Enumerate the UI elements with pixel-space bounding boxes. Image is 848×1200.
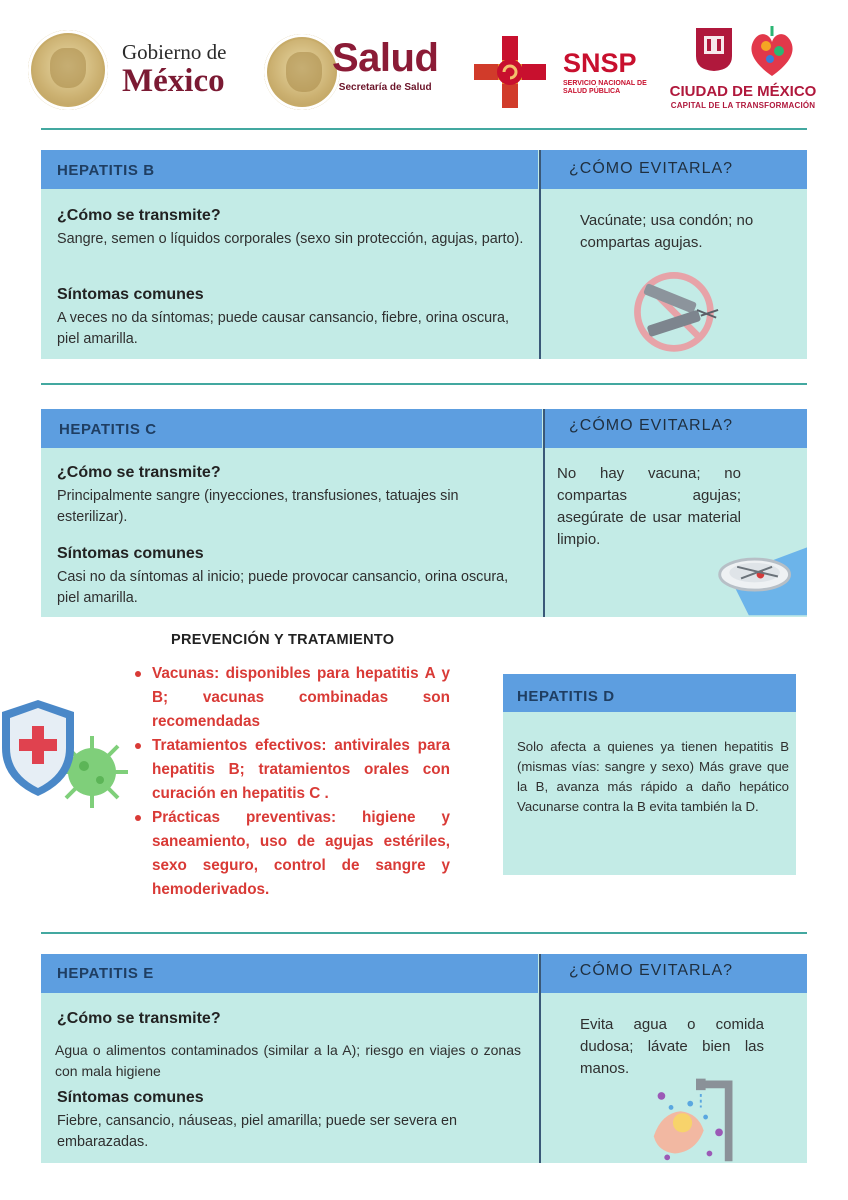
hep-b-prevent-title: ¿CÓMO EVITARLA? — [569, 160, 734, 177]
bullet-icon — [135, 671, 141, 677]
gobierno-line2: México — [122, 63, 225, 99]
no-needles-icon — [624, 264, 720, 354]
hep-e-symptoms-text: Fiebre, cansancio, náuseas, piel amarilla; puede ser severa en embarazadas. — [57, 1113, 457, 1150]
hep-e-symptoms-heading: Síntomas comunes — [57, 1089, 204, 1106]
hep-c-title: HEPATITIS C — [59, 421, 157, 438]
hep-e-title: HEPATITIS E — [57, 965, 154, 982]
hep-c-transmit-text: Principalmente sangre (inyecciones, transfusiones, tatuajes sin esterilizar). — [57, 488, 459, 525]
cdmx-heart-icon — [748, 24, 796, 78]
cdmx-emblem-icon — [694, 26, 734, 72]
salud-seal-logo — [264, 34, 340, 110]
prevention-title: PREVENCIÓN Y TRATAMIENTO — [171, 632, 395, 648]
snsp-logo-text — [563, 50, 663, 97]
cdmx-subtitle: CAPITAL DE LA TRANSFORMACIÓN — [670, 100, 816, 110]
prevention-item-text: Vacunas: disponibles para hepatitis A y B; vacunas combinadas son recomendadas — [152, 665, 450, 730]
bullet-icon — [135, 815, 141, 821]
list-item — [133, 662, 450, 734]
list-item — [133, 734, 450, 806]
cdmx-title: CIUDAD DE MÉXICO — [669, 83, 817, 100]
hep-c-symptoms-heading: Síntomas comunes — [57, 545, 204, 562]
hep-c-transmit-heading: ¿Cómo se transmite? — [57, 464, 221, 481]
handwashing-icon — [648, 1073, 744, 1163]
health-shield-icon — [0, 696, 128, 816]
prevention-item-text: Prácticas preventivas: higiene y saneamiento, uso de agujas estériles, sexo seguro, control de sangre y hemoderivados. — [152, 809, 450, 898]
salud-logo — [332, 38, 438, 93]
prevention-list — [133, 662, 450, 902]
snsp-cross-icon — [474, 36, 546, 108]
hep-b-transmit-text: Sangre, semen o líquidos corporales (sexo sin protección, agujas, parto). — [57, 231, 524, 247]
divider — [539, 954, 541, 1163]
separator-line — [41, 932, 807, 934]
hep-e-transmit-text: Agua o alimentos contaminados (similar a la A); riesgo en viajes o zonas con mala higiene — [55, 1042, 521, 1079]
separator-line — [41, 128, 807, 130]
snsp-title: SNSP — [563, 48, 637, 78]
gobierno-de-mexico-logo — [122, 42, 252, 98]
sterile-tray-icon — [710, 536, 807, 617]
hep-e-prevent-title: ¿CÓMO EVITARLA? — [569, 962, 734, 979]
hep-b-title: HEPATITIS B — [57, 162, 155, 179]
cdmx-logo-text — [664, 84, 822, 110]
hep-b-prevent-text: Vacúnate; usa condón; no compartas agujas. — [580, 212, 754, 251]
hep-c-symptoms-text: Casi no da síntomas al inicio; puede provocar cansancio, orina oscura, piel amarilla. — [57, 569, 509, 606]
salud-subtitle: Secretaría de Salud — [338, 82, 432, 93]
hep-c-prevent-text: No hay vacuna; no compartas agujas; asegúrate de usar material limpio. — [557, 465, 741, 548]
salud-title: Salud — [332, 36, 439, 80]
hep-d-title: HEPATITIS D — [517, 688, 615, 705]
divider — [543, 409, 545, 617]
hep-b-symptoms-heading: Síntomas comunes — [57, 286, 204, 303]
snsp-subtitle: SERVICIO NACIONAL DE SALUD PÚBLICA — [563, 80, 647, 96]
list-item — [133, 806, 450, 902]
hep-e-transmit-heading: ¿Cómo se transmite? — [57, 1010, 221, 1027]
hep-e-prevent-text: Evita agua o comida dudosa; lávate bien las manos. — [580, 1016, 764, 1077]
hep-b-symptoms-text: A veces no da síntomas; puede causar cansancio, fiebre, orina oscura, piel amarilla. — [57, 310, 509, 347]
divider — [539, 150, 541, 359]
hep-d-text: Solo afecta a quienes ya tienen hepatitis B (mismas vías: sangre y sexo) Más grave que la B, avanza más rápido a daño hepático Vacunarse contra la B evita también la D. — [517, 739, 789, 814]
bullet-icon — [135, 743, 141, 749]
mexico-seal-logo — [28, 30, 108, 110]
separator-line — [41, 383, 807, 385]
gobierno-line1: Gobierno de — [122, 40, 227, 64]
prevention-item-text: Tratamientos efectivos: antivirales para hepatitis B; tratamientos orales con curación en hepatitis C . — [152, 737, 450, 802]
hep-c-prevent-title: ¿CÓMO EVITARLA? — [569, 417, 734, 434]
hep-b-transmit-heading: ¿Cómo se transmite? — [57, 207, 221, 224]
